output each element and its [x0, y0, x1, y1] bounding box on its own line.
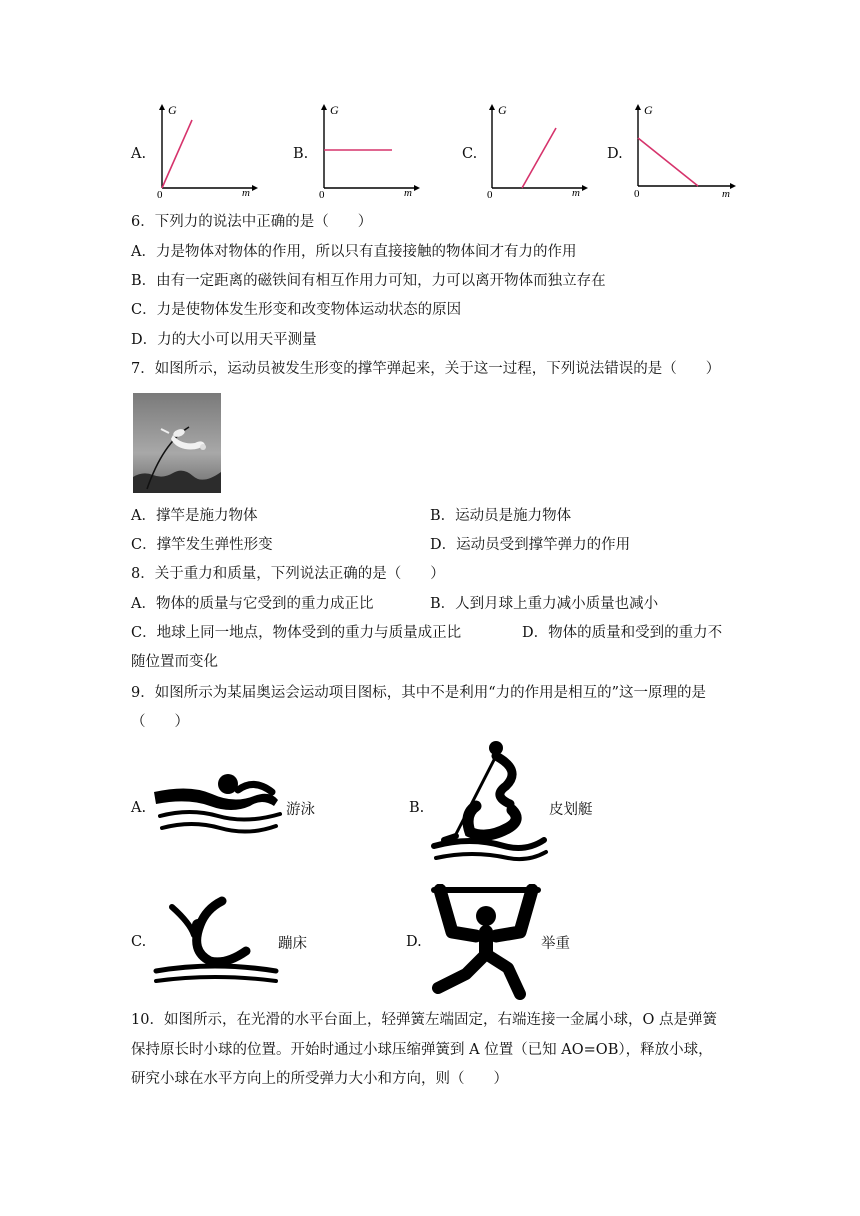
q9-option-d-letter: D.	[406, 934, 422, 950]
origin-label: 0	[319, 189, 325, 200]
q8-option-d: D．物体的质量和受到的重力不	[522, 625, 723, 641]
q10-line-2: 保持原长时小球的位置。开始时通过小球压缩弹簧到 A 位置（已知 AO=OB），释放小球，	[131, 1042, 713, 1058]
q9-option-b-letter: B.	[409, 800, 425, 816]
axis-label-g: G	[644, 103, 653, 117]
q6-option-a: A．力是物体对物体的作用，所以只有直接接触的物体间才有力的作用	[131, 244, 577, 260]
q9-option-a-label: 游泳	[286, 802, 315, 818]
q9-option-c-label: 蹦床	[278, 936, 307, 952]
canoe-icon	[430, 740, 550, 870]
q9-option-c-letter: C.	[131, 934, 147, 950]
q7-option-a: A．撑竿是施力物体	[131, 508, 258, 524]
q8-option-c: C．地球上同一地点，物体受到的重力与质量成正比	[131, 625, 462, 641]
q9-paren: （ ）	[131, 714, 189, 730]
q7-stem: 7．如图所示，运动员被发生形变的撑竿弹起来，关于这一过程，下列说法错误的是（ ）	[131, 361, 721, 377]
origin-label: 0	[634, 188, 640, 200]
q6-option-d: D．力的大小可以用天平测量	[131, 332, 317, 348]
axis-label-g: G	[498, 103, 507, 117]
trampoline-icon	[150, 895, 280, 990]
q9-option-a-letter: A.	[131, 800, 147, 816]
weightlifting-icon	[426, 884, 544, 1000]
axis-label-m: m	[572, 187, 580, 199]
q9-option-d-label: 举重	[541, 936, 570, 952]
q10-line-3: 研究小球在水平方向上的所受弹力大小和方向，则（ ）	[131, 1071, 508, 1087]
origin-label: 0	[157, 189, 163, 200]
axis-label-m: m	[404, 187, 412, 199]
q6-option-b: B．由有一定距离的磁铁间有相互作用力可知，力可以离开物体而独立存在	[131, 273, 606, 289]
q9-option-b-label: 皮划艇	[549, 802, 593, 818]
q5-graph-a	[148, 100, 258, 200]
q6-option-c: C．力是使物体发生形变和改变物体运动状态的原因	[131, 302, 462, 318]
axis-label-g: G	[168, 103, 177, 117]
axis-label-g: G	[330, 103, 339, 117]
axis-label-m: m	[722, 188, 730, 200]
q7-option-b: B．运动员是施力物体	[430, 508, 572, 524]
q5-option-c-letter: C.	[462, 146, 478, 162]
q5-graph-d	[624, 100, 739, 200]
q5-graph-c	[478, 100, 588, 200]
q8-option-a: A．物体的质量与它受到的重力成正比	[131, 596, 374, 612]
origin-label: 0	[487, 189, 493, 200]
q5-option-b-letter: B.	[293, 146, 309, 162]
q5-graph-b	[310, 100, 420, 200]
q8-option-d-continuation: 随位置而变化	[131, 654, 218, 670]
q8-stem: 8．关于重力和质量，下列说法正确的是（ ）	[131, 566, 445, 582]
q9-stem: 9．如图所示为某届奥运会运动项目图标，其中不是利用“力的作用是相互的”这一原理的是	[131, 685, 707, 701]
q6-stem: 6．下列力的说法中正确的是（ ）	[131, 214, 373, 230]
q5-option-d-letter: D.	[607, 146, 623, 162]
axis-label-m: m	[242, 187, 250, 199]
q10-line-1: 10．如图所示，在光滑的水平台面上，轻弹簧左端固定，右端连接一金属小球，O 点是弹簧	[131, 1012, 717, 1028]
q5-option-a-letter: A.	[131, 146, 147, 162]
swimming-icon	[150, 770, 286, 842]
q8-option-b: B．人到月球上重力减小质量也减小	[430, 596, 659, 612]
q7-option-c: C．撑竿发生弹性形变	[131, 537, 273, 553]
q7-option-d: D．运动员受到撑竿弹力的作用	[430, 537, 631, 553]
pole-vault-photo	[133, 393, 221, 493]
